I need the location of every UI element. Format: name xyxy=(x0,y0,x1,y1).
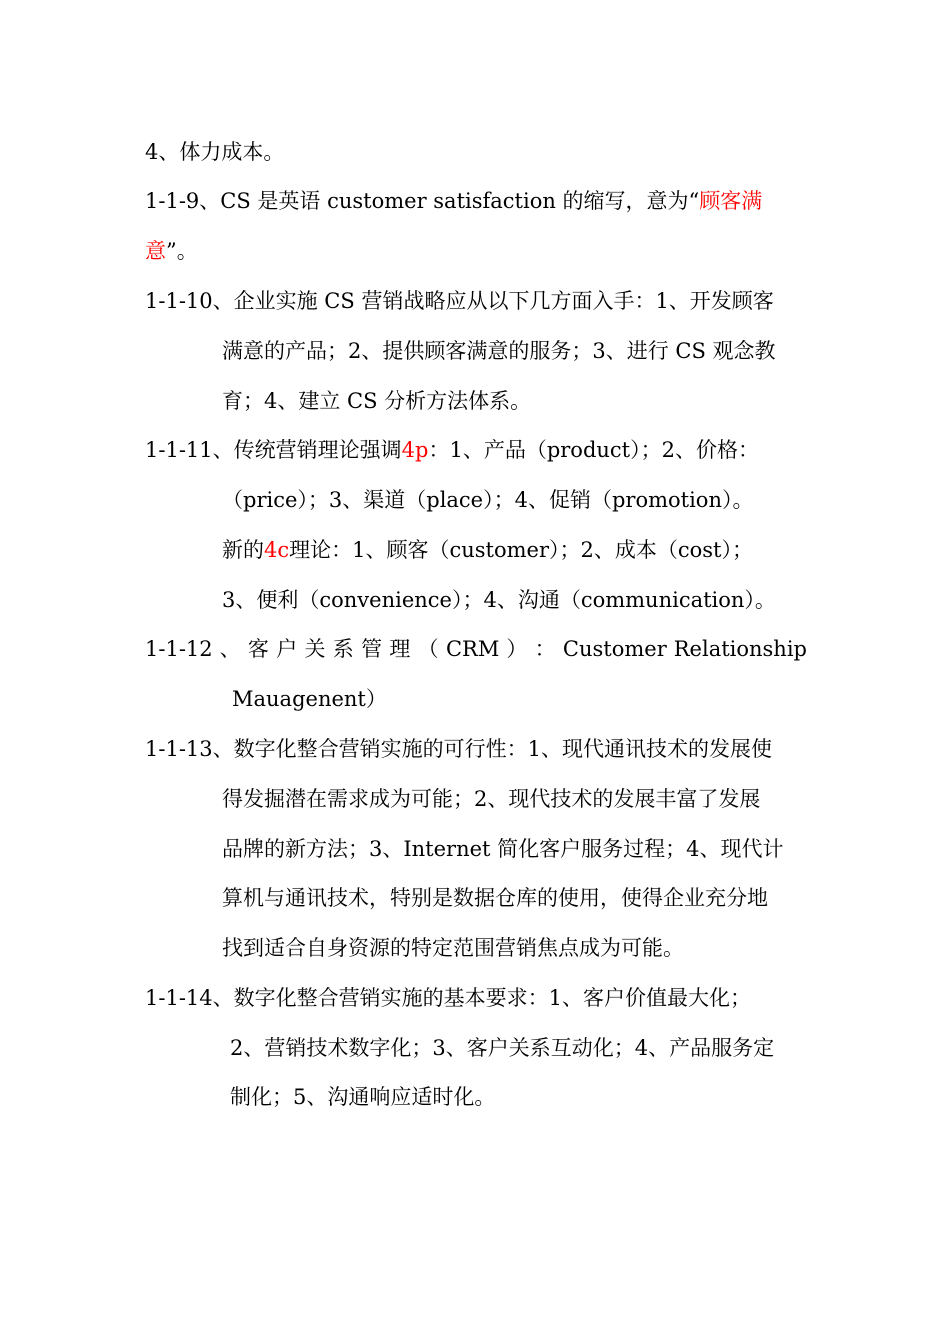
text-line-7: 1-1-11、传统营销理论强调4p：1、产品（product）；2、价格： xyxy=(145,438,759,462)
text-line-12: Mauagenent） xyxy=(232,687,387,711)
text-line-6: 育；4、建立 CS 分析方法体系。 xyxy=(222,389,532,413)
text-line-4: 1-1-10、企业实施 CS 营销战略应从以下几方面入手：1、开发顾客 xyxy=(145,289,774,313)
text-line-19: 2、营销技术数字化；3、客户关系互动化；4、产品服务定 xyxy=(230,1036,775,1060)
text-line-13: 1-1-13、数字化整合营销实施的可行性：1、现代通讯技术的发展使 xyxy=(145,737,772,761)
text-line-11: 1-1-12 、 客 户 关 系 管 理 （ CRM ） ： Customer Relationship xyxy=(145,637,807,661)
highlight-term: 意 xyxy=(145,239,166,263)
text-line-2: 1-1-9、CS 是英语 customer satisfaction 的缩写，意为“顾客满 xyxy=(145,189,763,213)
highlight-term: 4p xyxy=(401,438,429,462)
text-line-10: 3、便利（convenience）；4、沟通（communication）。 xyxy=(222,588,776,612)
text-line-3: 意”。 xyxy=(145,239,198,263)
text-line-18: 1-1-14、数字化整合营销实施的基本要求：1、客户价值最大化； xyxy=(145,986,751,1010)
text-line-14: 得发掘潜在需求成为可能；2、现代技术的发展丰富了发展 xyxy=(222,787,761,811)
text-line-17: 找到适合自身资源的特定范围营销焦点成为可能。 xyxy=(222,936,684,960)
text-line-16: 算机与通讯技术，特别是数据仓库的使用，使得企业充分地 xyxy=(222,886,768,910)
text-line-20: 制化；5、沟通响应适时化。 xyxy=(230,1085,496,1109)
text-line-9: 新的4c理论：1、顾客（customer）；2、成本（cost）； xyxy=(222,538,753,562)
text-line-1: 4、体力成本。 xyxy=(145,140,285,164)
text-line-15: 品牌的新方法；3、Internet 简化客户服务过程；4、现代计 xyxy=(222,837,784,861)
text-line-5: 满意的产品；2、提供顾客满意的服务；3、进行 CS 观念教 xyxy=(222,339,776,363)
highlight-term: 顾客满 xyxy=(699,189,763,213)
text-line-8: （price）；3、渠道（place）；4、促销（promotion）。 xyxy=(222,488,754,512)
highlight-term: 4c xyxy=(264,538,290,562)
